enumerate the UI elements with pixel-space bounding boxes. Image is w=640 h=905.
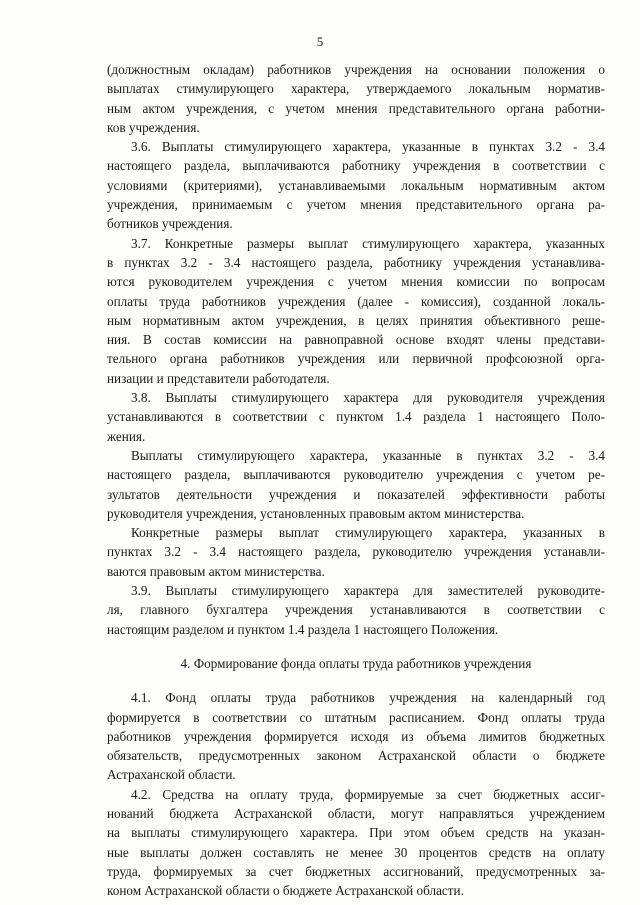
text-line: ля, главного бухгалтера учреждения устанавливаются в соответствии с <box>107 602 605 618</box>
paragraph-4-1 <box>107 688 605 784</box>
text-line: 3.7. Конкретные размеры выплат стимулирующего характера, указанных <box>131 235 605 251</box>
text-line: работников учреждения формируется исходя из объема лимитов бюджетных <box>107 728 605 744</box>
text-line: оплаты труда работников учреждения (далее - комиссия), созданной локаль- <box>107 293 605 309</box>
text-line: настоящим разделом и пунктом 1.4 раздела 1 настоящего Положения. <box>107 621 499 637</box>
text-line: труда, формируемых за счет бюджетных ассигнований, предусмотренных за- <box>107 863 605 879</box>
paragraph-3-8 <box>107 388 605 446</box>
text-line: 4.2. Средства на оплату труда, формируемые за счет бюджетных ассиг- <box>131 786 605 802</box>
paragraph-3-8-director-payments <box>107 446 605 523</box>
text-line: выплатах стимулирующего характера, утверждаемого локальным норматив- <box>107 81 605 97</box>
text-line: в пунктах 3.2 - 3.4 настоящего раздела, работнику учреждения устанавлива- <box>107 254 605 270</box>
text-line: низации и представители работодателя. <box>107 370 330 386</box>
text-line: нований бюджета Астраханской области, могут направляться учреждением <box>107 805 605 821</box>
text-line: 3.9. Выплаты стимулирующего характера для заместителей руководите- <box>131 583 605 599</box>
text-line: ным актом учреждения, с учетом мнения представительного органа работни- <box>107 100 605 116</box>
text-line: тельного органа работников учреждения или первичной профсоюзной орга- <box>107 351 605 367</box>
paragraph-continuation <box>107 60 605 137</box>
text-line: ваются правовым актом министерства. <box>107 563 325 579</box>
text-line: руководителя учреждения, установленных правовым актом министерства. <box>107 505 525 521</box>
text-line: настоящего раздела, выплачиваются руководителю учреждения с учетом ре- <box>107 467 605 483</box>
text-line: ния. В состав комиссии на равноправной основе входят члены представи- <box>107 332 605 348</box>
section-heading: 4. Формирование фонда оплаты труда работников учреждения <box>180 655 532 671</box>
text-line: формируется в соответствии со штатным расписанием. Фонд оплаты труда <box>107 709 605 725</box>
text-line: жения. <box>107 428 146 444</box>
text-line: ков учреждения. <box>107 119 200 135</box>
paragraph-3-9 <box>107 581 605 639</box>
text-line: учреждения, принимаемым с учетом мнения представительного органа ра- <box>107 197 605 213</box>
text-line: условиями (критериями), устанавливаемыми локальным нормативным актом <box>107 177 605 193</box>
text-line: 3.8. Выплаты стимулирующего характера для руководителя учреждения <box>131 390 605 406</box>
paragraph-3-6 <box>107 137 605 233</box>
text-line: обязательств, предусмотренных законом Астраханской области о бюджете <box>107 748 605 764</box>
text-line: (должностным окладам) работников учреждения на основании положения о <box>107 62 605 77</box>
page-number: 5 <box>316 34 324 49</box>
text-line: зультатов деятельности учреждения и показателей эффективности работы <box>107 486 605 502</box>
document-body <box>107 60 605 900</box>
text-line: ным нормативным актом учреждения, в целях принятия объективного реше- <box>107 312 605 328</box>
text-line: пунктах 3.2 - 3.4 настоящего раздела, руководителю учреждения устанавли- <box>107 544 605 560</box>
text-line: на выплаты стимулирующего характера. При этом объем средств на указан- <box>107 825 605 841</box>
text-line: Выплаты стимулирующего характера, указанные в пунктах 3.2 - 3.4 <box>131 447 605 463</box>
text-line: коном Астраханской области о бюджете Астраханской области. <box>107 883 464 899</box>
text-line: ботников учреждения. <box>107 216 233 232</box>
text-line: 3.6. Выплаты стимулирующего характера, указанные в пунктах 3.2 - 3.4 <box>131 139 605 155</box>
paragraph-3-8-amounts <box>107 523 605 581</box>
text-line: устанавливаются в соответствии с пунктом 1.4 раздела 1 настоящего Поло- <box>107 409 605 425</box>
text-line: Конкретные размеры выплат стимулирующего характера, указанных в <box>131 525 605 541</box>
text-line: ные выплаты должен составлять не менее 30 процентов средств на оплату <box>107 844 605 860</box>
paragraph-3-7 <box>107 234 605 388</box>
text-line: настоящего раздела, выплачиваются работнику учреждения в соответствии с <box>107 158 605 174</box>
text-line: ются руководителем учреждения с учетом мнения комиссии по вопросам <box>107 274 605 290</box>
text-line: Астраханской области. <box>107 767 236 783</box>
paragraph-4-2 <box>107 785 605 901</box>
text-line: 4.1. Фонд оплаты труда работников учреждения на календарный год <box>131 690 605 706</box>
